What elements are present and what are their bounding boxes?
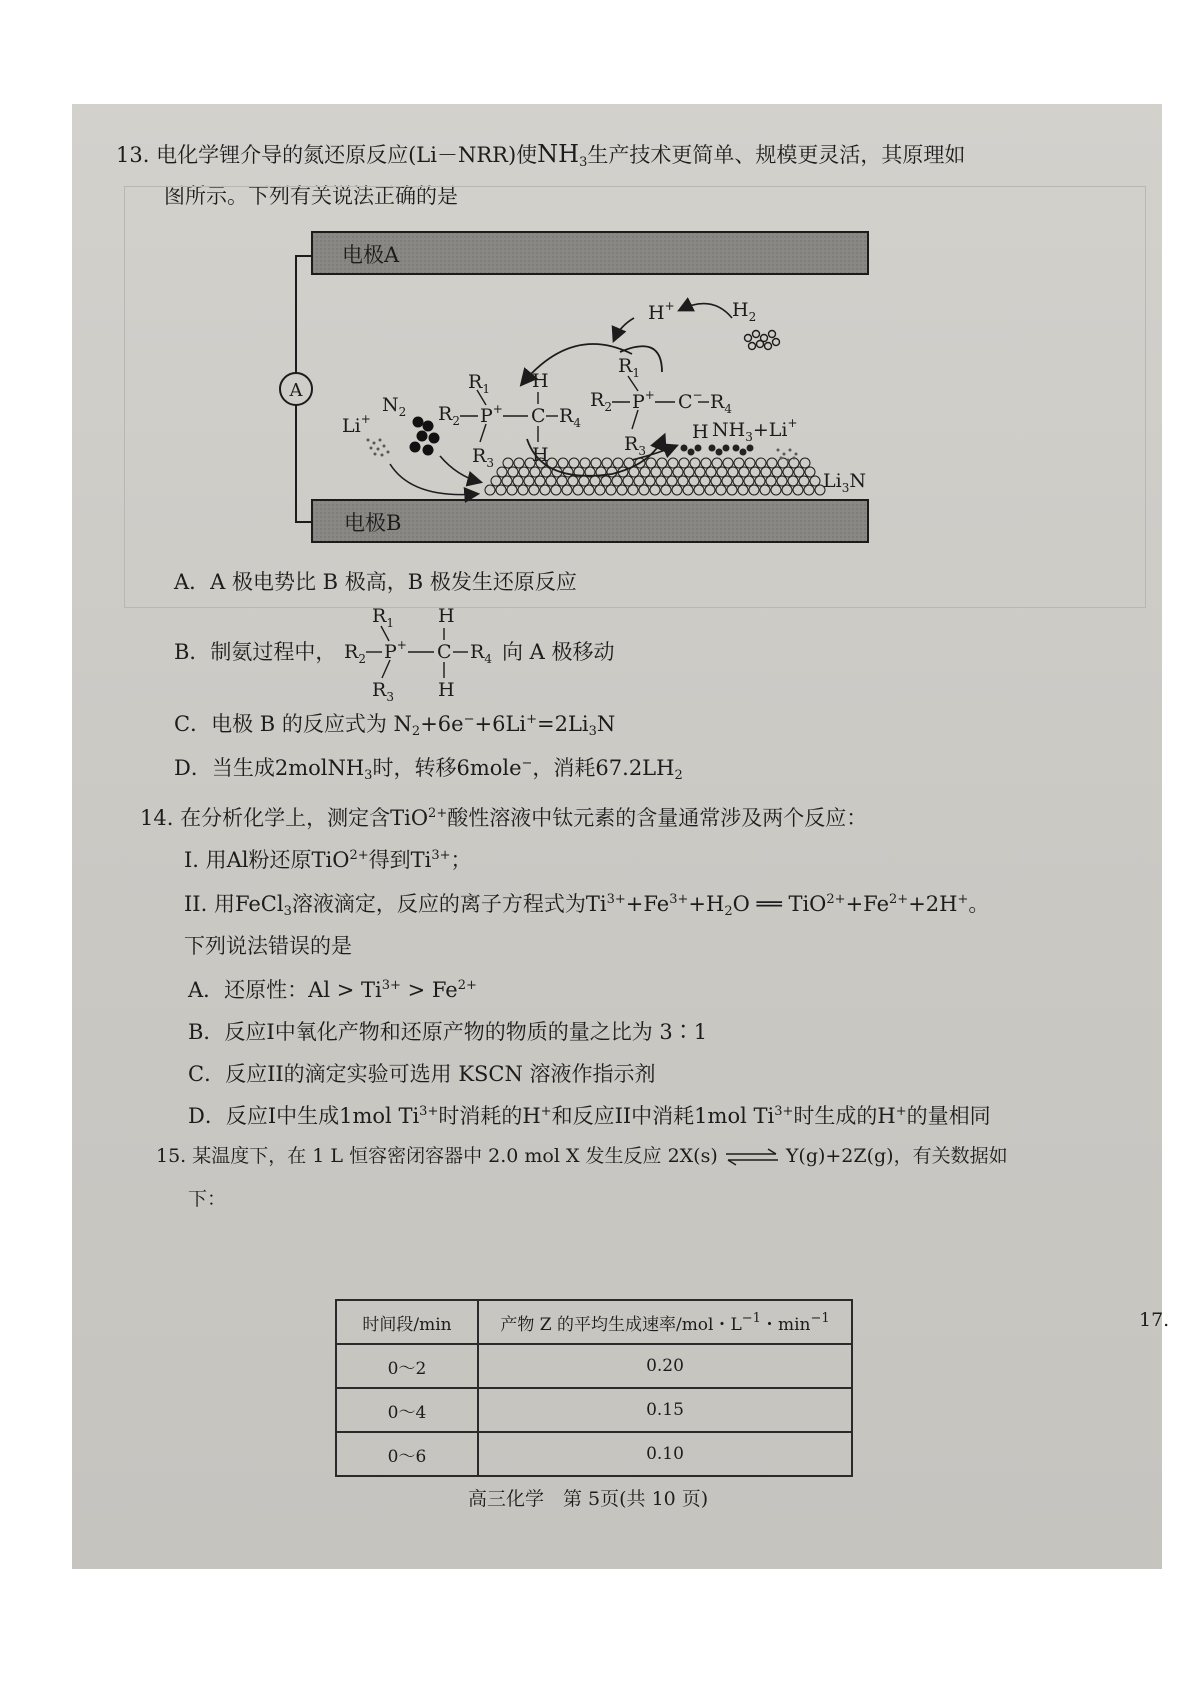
q13-number: 13. [116, 143, 150, 167]
q13-option-b-structure [344, 596, 504, 706]
q13-option-b-pre: B．制氨过程中， [174, 640, 337, 664]
li-plus-label: Li+ [342, 412, 371, 437]
ammeter-label: A [289, 380, 303, 401]
svg-text:H: H [438, 679, 455, 701]
svg-text:R4: $R_4$ [559, 405, 581, 430]
h2-label: $H_2$ [732, 299, 757, 324]
li-dots [367, 439, 390, 457]
q15-stem: 15. 某温度下，在 1 L 恒容密闭容器中 2.0 mol X 发生反应 2X(s) Y(g)+2Z(g)，有关数据如 [156, 1145, 1008, 1167]
q14-reaction-1: I. 用Al粉还原TiO$^{2+}$得到$Ti^{3+}$； [184, 848, 472, 872]
svg-text:P+: P+ [632, 388, 655, 413]
nh3-molecules [681, 445, 754, 456]
q14-reaction-2: II. 用FeCl$_3$溶液滴定，反应的离子方程式为$Ti^{3+}+Fe^{3+}+H_2O$ ══ $TiO^{2+}+Fe^{2+}+2H^+$。 [184, 892, 990, 919]
table-row: 0～4 0.15 [336, 1388, 852, 1432]
q14-stem: 14. 在分析化学上，测定含TiO$^{2+}$酸性溶液中钛元素的含量通常涉及两个反应： [140, 806, 868, 830]
h-plus-label: H+ [648, 299, 675, 324]
exam-page [72, 104, 1170, 1569]
svg-text:H: H [438, 605, 455, 627]
equilibrium-arrow-icon [724, 1148, 780, 1166]
h2-molecules [745, 331, 780, 350]
products-label: $NH_3+Li^+$ [712, 416, 798, 444]
q13-stem-text-end: 生产技术更简单、规模更灵活，其原理如 [587, 143, 966, 167]
svg-text:C: C [531, 405, 546, 427]
n2-label: $N_2$ [382, 394, 407, 419]
table-row: 0～6 0.10 [336, 1432, 852, 1476]
li-nrr-diagram [72, 104, 1162, 624]
q15-stem-line2: 下： [188, 1188, 227, 1210]
electrode-a-label: 电极A [342, 243, 400, 267]
svg-text:C: C [437, 641, 452, 663]
page-footer: 高三化学 第 5页(共 10 页) [468, 1488, 709, 1510]
svg-text:P+: P+ [480, 402, 503, 427]
svg-text:R1: $R_1$ [618, 355, 640, 380]
header-time: 时间段/min [336, 1300, 478, 1344]
table-header-row [336, 1300, 852, 1344]
svg-text:R3: $R_3$ [472, 445, 494, 470]
q13-option-c: C．电极 B 的反应式为 $N_2+6e^-+6Li^+=2Li_3N$ [174, 712, 616, 739]
q14-option-b: B．反应I中氧化产物和还原产物的物质的量之比为 3∶1 [188, 1020, 708, 1044]
q13-stem-line2: 图所示。下列有关说法正确的是 [164, 184, 458, 208]
q13-option-a: A．A 极电势比 B 极高，B 极发生还原反应 [174, 570, 577, 594]
svg-text:H: H [532, 370, 549, 392]
svg-text:R2: $R_2$ [344, 641, 366, 666]
svg-text:R2: $R_2$ [438, 403, 460, 428]
product-h: H [692, 421, 709, 443]
li3n-label: $Li_3N$ [823, 470, 866, 495]
svg-text:R4: $R_4$ [710, 391, 732, 416]
svg-text:R4: $R_4$ [470, 641, 492, 666]
molecule-left [438, 370, 581, 470]
electrode-b-label: 电极B [344, 511, 402, 535]
n2-molecules [410, 417, 440, 456]
svg-text:R2: $R_2$ [590, 389, 612, 414]
q14-option-c: C．反应II的滴定实验可选用 KSCN 溶液作指示剂 [188, 1062, 656, 1086]
edge-question-number: 17. [1139, 1309, 1170, 1331]
table-row: 0～2 0.20 [336, 1344, 852, 1388]
svg-text:R1: $R_1$ [372, 605, 394, 630]
svg-text:R3: $R_3$ [624, 433, 646, 458]
svg-text:P+: P+ [384, 638, 407, 663]
q14-ask: 下列说法错误的是 [184, 934, 352, 958]
q13-option-d: D．当生成2molNH$_3$时，转移6mole−，消耗$67.2LH_2$ [174, 756, 683, 783]
q14-option-a: A．还原性：$Al > Ti^{3+} > Fe^{2+}$ [188, 978, 477, 1002]
svg-text:C−: C− [678, 388, 703, 413]
q13-nh3: NH [537, 140, 580, 168]
svg-text:R3: $R_3$ [372, 679, 394, 704]
svg-text:H: H [532, 444, 549, 466]
q14-option-d: D．反应I中生成1mol $Ti^{3+}$时消耗的H+和反应II中消耗1mol $Ti^{3+}$时生成的H+的量相同 [188, 1104, 991, 1128]
header-rate: 产物 Z 的平均生成速率/mol・$L^{-1}$・$\min^{-1}$ [478, 1300, 852, 1344]
rate-table [335, 1299, 853, 1477]
q13-stem-text: 电化学锂介导的氮还原反应(Li－NRR)使 [156, 143, 538, 167]
q13-option-b-post: 向 A 极移动 [502, 640, 615, 664]
svg-text:R1: $R_1$ [468, 371, 490, 396]
q13-nh3-sub: 3 [579, 155, 588, 170]
